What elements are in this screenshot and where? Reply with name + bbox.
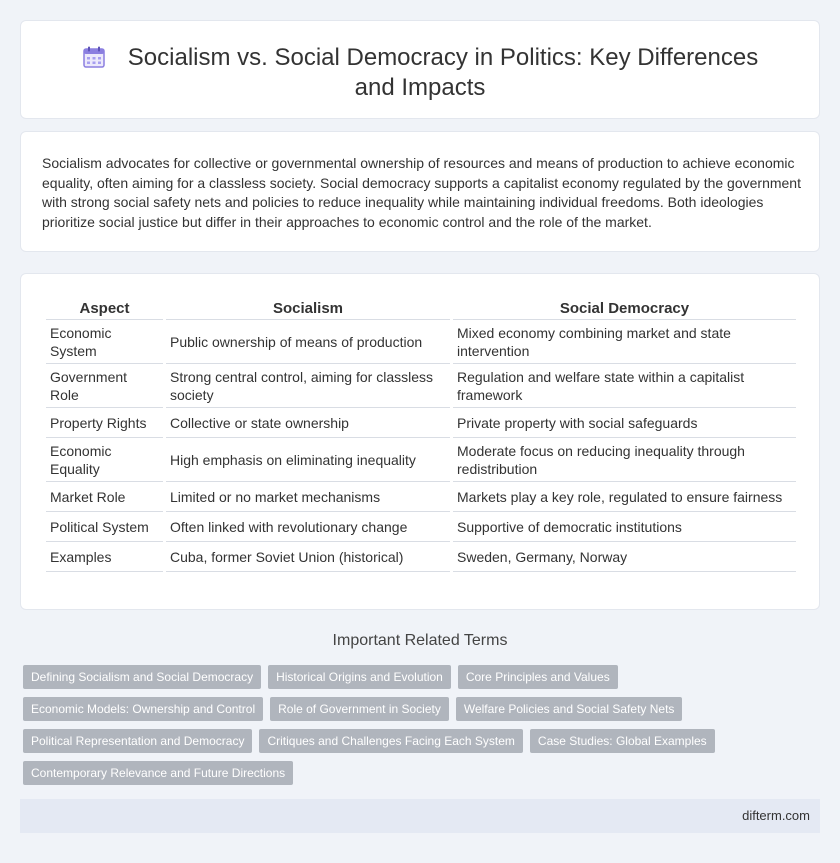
cell-aspect: Examples xyxy=(46,542,163,572)
cell-socialism: Limited or no market mechanisms xyxy=(166,482,450,512)
related-tag[interactable]: Historical Origins and Evolution xyxy=(268,665,451,689)
table-header-row xyxy=(46,296,796,320)
table-row xyxy=(46,408,796,438)
related-tag[interactable]: Core Principles and Values xyxy=(458,665,618,689)
header-socialism: Socialism xyxy=(166,296,450,320)
header-card xyxy=(20,20,820,119)
related-tag[interactable]: Case Studies: Global Examples xyxy=(530,729,715,753)
cell-aspect: Government Role xyxy=(46,364,163,408)
cell-social-democracy: Sweden, Germany, Norway xyxy=(453,542,796,572)
related-tag[interactable]: Role of Government in Society xyxy=(270,697,449,721)
cell-socialism: Collective or state ownership xyxy=(166,408,450,438)
cell-social-democracy: Supportive of democratic institutions xyxy=(453,512,796,542)
cell-aspect: Economic System xyxy=(46,320,163,364)
cell-aspect: Property Rights xyxy=(46,408,163,438)
comparison-card xyxy=(20,273,820,610)
table-row xyxy=(46,482,796,512)
calendar-icon xyxy=(82,46,106,68)
cell-socialism: High emphasis on eliminating inequality xyxy=(166,438,450,482)
cell-social-democracy: Regulation and welfare state within a capitalist framework xyxy=(453,364,796,408)
intro-card xyxy=(20,131,820,252)
cell-socialism: Cuba, former Soviet Union (historical) xyxy=(166,542,450,572)
cell-socialism: Often linked with revolutionary change xyxy=(166,512,450,542)
footer-site-link[interactable]: difterm.com xyxy=(742,808,810,823)
table-row xyxy=(46,364,796,408)
related-tag[interactable]: Political Representation and Democracy xyxy=(23,729,252,753)
related-tag[interactable]: Welfare Policies and Social Safety Nets xyxy=(456,697,683,721)
header-social-democracy: Social Democracy xyxy=(453,296,796,320)
cell-aspect: Political System xyxy=(46,512,163,542)
related-tag[interactable]: Contemporary Relevance and Future Directions xyxy=(23,761,293,785)
table-row xyxy=(46,512,796,542)
related-terms-tags xyxy=(23,665,823,793)
comparison-table xyxy=(43,296,799,572)
cell-socialism: Strong central control, aiming for classless society xyxy=(166,364,450,408)
related-terms-title: Important Related Terms xyxy=(332,632,508,649)
cell-social-democracy: Moderate focus on reducing inequality through redistribution xyxy=(453,438,796,482)
table-row xyxy=(46,320,796,364)
table-row xyxy=(46,438,796,482)
table-row xyxy=(46,542,796,572)
page-title xyxy=(60,43,780,103)
cell-social-democracy: Private property with social safeguards xyxy=(453,408,796,438)
intro-paragraph: Socialism advocates for collective or governmental ownership of resources and means of production to achieve economic equality, often aiming for a classless society. Social democracy supports a capitalist economy regulated by the government with strong social safety nets and policies to reduce inequality while maintaining individual freedoms. Both ideologies prioritize social justice but differ in their approaches to economic control and the role of the market. xyxy=(42,155,801,230)
page-title-text: Socialism vs. Social Democracy in Politics: Key Differences and Impacts xyxy=(127,44,759,101)
title-wrap xyxy=(21,43,819,103)
cell-socialism: Public ownership of means of production xyxy=(166,320,450,364)
header-aspect: Aspect xyxy=(46,296,163,320)
cell-aspect: Market Role xyxy=(46,482,163,512)
related-tag[interactable]: Economic Models: Ownership and Control xyxy=(23,697,263,721)
cell-social-democracy: Mixed economy combining market and state intervention xyxy=(453,320,796,364)
related-tag[interactable]: Critiques and Challenges Facing Each System xyxy=(259,729,522,753)
cell-social-democracy: Markets play a key role, regulated to ensure fairness xyxy=(453,482,796,512)
footer-bar xyxy=(20,799,820,833)
related-tag[interactable]: Defining Socialism and Social Democracy xyxy=(23,665,261,689)
cell-aspect: Economic Equality xyxy=(46,438,163,482)
